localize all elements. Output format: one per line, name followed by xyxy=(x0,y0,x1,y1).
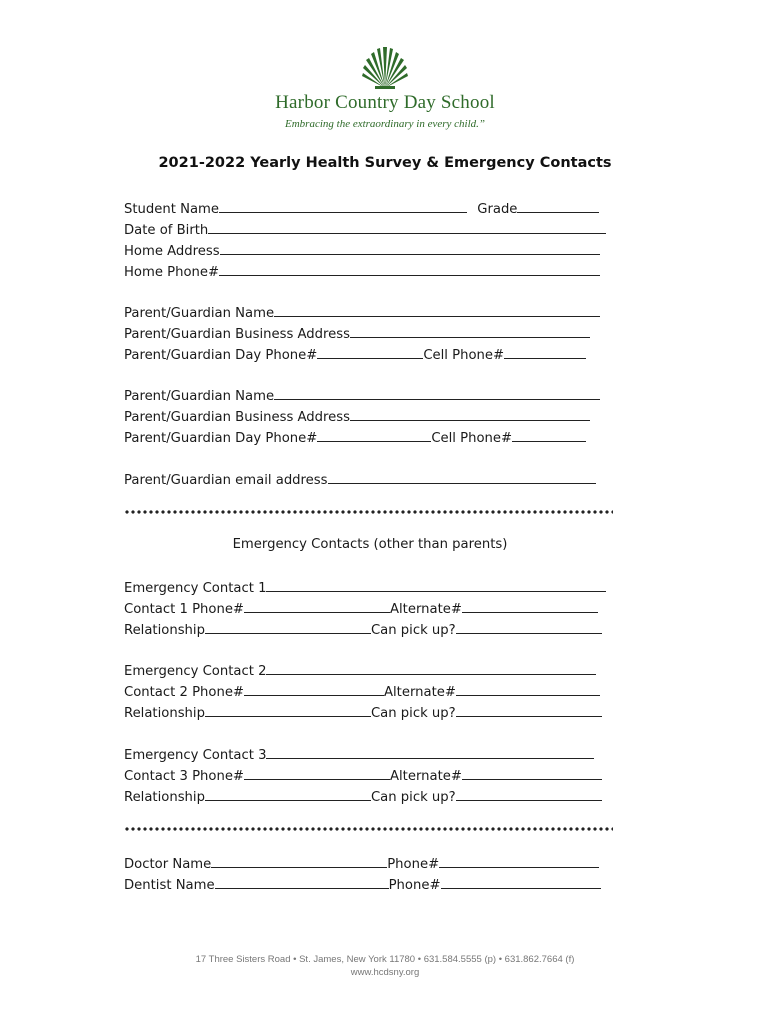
emergency3-phone-field[interactable] xyxy=(244,766,390,780)
doctor-phone-field[interactable] xyxy=(439,854,599,868)
emergency3-alternate-field[interactable] xyxy=(462,766,602,780)
email-row xyxy=(124,470,596,488)
emergency3-relationship-field[interactable] xyxy=(205,787,371,801)
emergency1-phone-label: Contact 1 Phone# xyxy=(124,602,244,617)
guardian1-day-phone-field[interactable] xyxy=(317,345,423,359)
emergency2-field[interactable] xyxy=(266,661,596,675)
emergency1-row xyxy=(124,578,606,596)
guardian1-business-field[interactable] xyxy=(350,324,590,338)
emergency3-phone-row xyxy=(124,766,602,784)
emergency3-label: Emergency Contact 3 xyxy=(124,748,267,763)
emergency1-alternate-field[interactable] xyxy=(462,599,598,613)
guardian1-cell-field[interactable] xyxy=(504,345,586,359)
home-address-field[interactable] xyxy=(220,241,600,255)
guardian1-name-row xyxy=(124,303,600,321)
emergency2-label: Emergency Contact 2 xyxy=(124,664,267,679)
emergency2-phone-row xyxy=(124,682,600,700)
doctor-label: Doctor Name xyxy=(124,857,212,872)
guardian2-phone-row xyxy=(124,428,586,446)
doctor-phone-label: Phone# xyxy=(387,857,440,872)
emergency2-alternate-label: Alternate# xyxy=(383,685,456,700)
emergency2-relationship-row xyxy=(124,703,602,721)
guardian1-name-label: Parent/Guardian Name xyxy=(124,306,275,321)
fan-logo-icon xyxy=(357,46,413,90)
dentist-row xyxy=(124,875,601,893)
home-phone-field[interactable] xyxy=(219,262,600,276)
school-tagline: Embracing the extraordinary in every child.” xyxy=(285,118,485,130)
emergency3-row xyxy=(124,745,594,763)
guardian1-cell-label: Cell Phone# xyxy=(423,348,505,363)
dentist-phone-field[interactable] xyxy=(441,875,601,889)
emergency1-field[interactable] xyxy=(266,578,606,592)
emergency1-pickup-label: Can pick up? xyxy=(370,623,456,638)
guardian2-day-phone-label: Parent/Guardian Day Phone# xyxy=(124,431,318,446)
grade-label: Grade xyxy=(477,202,518,217)
home-phone-label: Home Phone# xyxy=(124,265,220,280)
dentist-name-field[interactable] xyxy=(215,875,389,889)
guardian2-name-field[interactable] xyxy=(274,386,600,400)
emergency3-relationship-row xyxy=(124,787,602,805)
emergency3-pickup-field[interactable] xyxy=(456,787,602,801)
guardian2-business-row xyxy=(124,407,590,425)
footer-website[interactable]: www.hcdsny.org xyxy=(350,967,420,978)
guardian1-phone-row xyxy=(124,345,586,363)
emergency2-alternate-field[interactable] xyxy=(456,682,600,696)
dotted-divider xyxy=(124,510,613,514)
school-logo xyxy=(0,46,770,90)
emergency2-phone-field[interactable] xyxy=(244,682,384,696)
email-label: Parent/Guardian email address xyxy=(124,473,328,488)
emergency1-label: Emergency Contact 1 xyxy=(124,581,267,596)
guardian2-cell-field[interactable] xyxy=(512,428,586,442)
emergency1-phone-field[interactable] xyxy=(244,599,390,613)
doctor-name-field[interactable] xyxy=(211,854,387,868)
dotted-divider xyxy=(124,827,613,831)
doctor-row xyxy=(124,854,599,872)
emergency2-pickup-label: Can pick up? xyxy=(370,706,456,721)
student-name-label: Student Name xyxy=(124,202,220,217)
dob-row xyxy=(124,220,606,238)
emergency3-field[interactable] xyxy=(266,745,594,759)
emergency2-relationship-field[interactable] xyxy=(205,703,371,717)
emergency3-pickup-label: Can pick up? xyxy=(370,790,456,805)
emergency3-relationship-label: Relationship xyxy=(124,790,205,805)
home-address-label: Home Address xyxy=(124,244,220,259)
email-field[interactable] xyxy=(328,470,596,484)
emergency1-relationship-row xyxy=(124,620,602,638)
page-title: 2021-2022 Yearly Health Survey & Emergency Contacts xyxy=(158,155,612,171)
emergency2-phone-label: Contact 2 Phone# xyxy=(124,685,244,700)
school-name: Harbor Country Day School xyxy=(275,92,495,113)
guardian2-day-phone-field[interactable] xyxy=(317,428,431,442)
guardian1-business-label: Parent/Guardian Business Address xyxy=(124,327,351,342)
emergency2-row xyxy=(124,661,596,679)
guardian2-name-label: Parent/Guardian Name xyxy=(124,389,275,404)
guardian1-business-row xyxy=(124,324,590,342)
home-phone-row xyxy=(124,262,600,280)
grade-field[interactable] xyxy=(517,199,599,213)
guardian2-business-field[interactable] xyxy=(350,407,590,421)
dentist-phone-label: Phone# xyxy=(388,878,441,893)
emergency1-pickup-field[interactable] xyxy=(456,620,602,634)
guardian1-name-field[interactable] xyxy=(274,303,600,317)
dob-label: Date of Birth xyxy=(124,223,209,238)
emergency1-relationship-label: Relationship xyxy=(124,623,205,638)
emergency-heading: Emergency Contacts (other than parents) xyxy=(232,537,508,552)
guardian2-cell-label: Cell Phone# xyxy=(431,431,513,446)
footer-address: 17 Three Sisters Road • St. James, New York 11780 • 631.584.5555 (p) • 631.862.7664 (f) xyxy=(195,954,575,965)
guardian2-name-row xyxy=(124,386,600,404)
emergency2-relationship-label: Relationship xyxy=(124,706,205,721)
dob-field[interactable] xyxy=(208,220,606,234)
dentist-label: Dentist Name xyxy=(124,878,215,893)
home-address-row xyxy=(124,241,600,259)
emergency3-phone-label: Contact 3 Phone# xyxy=(124,769,244,784)
emergency1-relationship-field[interactable] xyxy=(205,620,371,634)
guardian2-business-label: Parent/Guardian Business Address xyxy=(124,410,351,425)
emergency1-phone-row xyxy=(124,599,598,617)
guardian1-day-phone-label: Parent/Guardian Day Phone# xyxy=(124,348,318,363)
emergency1-alternate-label: Alternate# xyxy=(389,602,462,617)
emergency2-pickup-field[interactable] xyxy=(456,703,602,717)
student-name-row xyxy=(124,199,599,217)
student-name-field[interactable] xyxy=(219,199,467,213)
emergency3-alternate-label: Alternate# xyxy=(389,769,462,784)
